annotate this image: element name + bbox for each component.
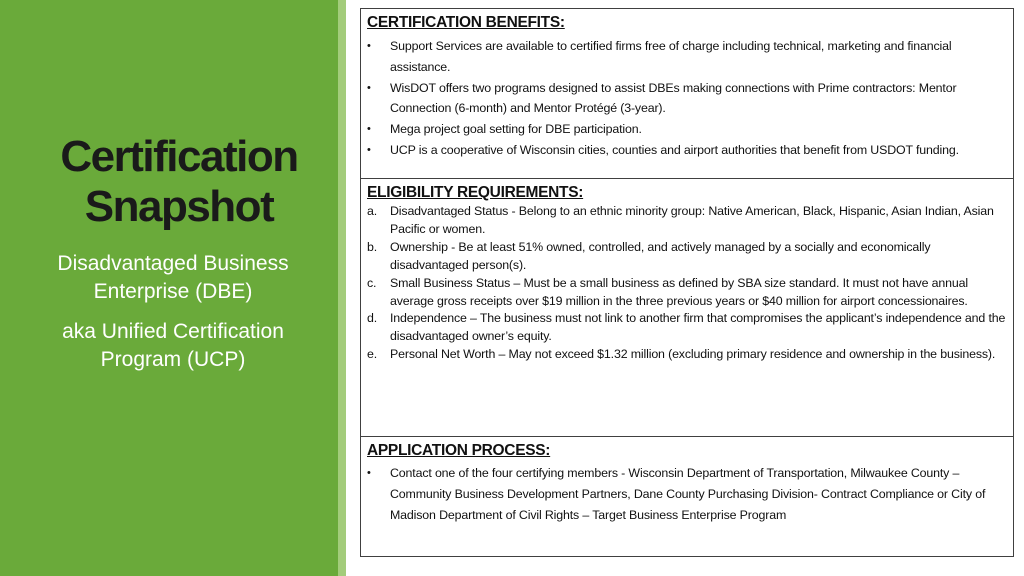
list-item-marker: b. [367, 239, 378, 254]
eligibility-requirements-section [361, 178, 1013, 436]
title-line-2: Snapshot [84, 182, 274, 231]
list-item [367, 140, 1007, 161]
subtitle-ucp-line-1: aka Unified Certification [62, 320, 284, 343]
list-item [367, 36, 1007, 78]
benefits-list [367, 36, 1007, 161]
bullet-icon: • [367, 40, 371, 52]
list-item [367, 239, 1007, 275]
list-item [367, 463, 1007, 525]
application-heading: APPLICATION PROCESS: [367, 442, 551, 459]
list-item-text: Mega project goal setting for DBE participation. [390, 122, 642, 137]
benefits-heading: CERTIFICATION BENEFITS: [367, 14, 565, 31]
bullet-icon: • [367, 123, 371, 136]
list-item-text: Disadvantaged Status - Belong to an ethnic minority group: Native American, Black, Hispanic, Asian Indian, Asian Pacific or women. [390, 204, 994, 236]
slide-title [20, 132, 338, 232]
eligibility-list [367, 203, 1007, 364]
list-item-marker: e. [367, 347, 378, 362]
bullet-icon: • [367, 467, 371, 479]
list-item [367, 203, 1007, 239]
list-item [367, 310, 1007, 346]
subtitle-dbe-line-2: Enterprise (DBE) [93, 280, 253, 303]
list-item-text: Support Services are available to certified firms free of charge including technical, marketing and financial assistance. [390, 39, 952, 74]
list-item [367, 346, 1007, 364]
application-process-section [361, 436, 1013, 556]
title-panel [0, 0, 338, 576]
list-item-text: Independence – The business must not link to another firm that compromises the applicant’s independence and the disadvantaged owner’s equity. [390, 311, 1006, 344]
title-line-1: Certification [60, 132, 298, 181]
bullet-icon: • [367, 143, 371, 156]
eligibility-heading: ELIGIBILITY REQUIREMENTS: [367, 184, 584, 201]
list-item [367, 78, 1007, 120]
subtitle-dbe [20, 250, 326, 306]
list-item-text: Small Business Status – Must be a small business as defined by SBA size standard. It must not have annual average gross receipts over $19 million in the three previous years or $40 million for airport concessionaires. [390, 275, 968, 308]
list-item-text: WisDOT offers two programs designed to assist DBEs making connections with Prime contractors: Mentor Connection (6-month) and Mentor Protégé (3-year). [390, 80, 957, 116]
list-item-marker: d. [367, 311, 378, 326]
list-item-marker: a. [367, 204, 378, 218]
list-item [367, 275, 1007, 311]
accent-strip [338, 0, 346, 576]
content-table [360, 8, 1014, 557]
subtitle-dbe-line-1: Disadvantaged Business [57, 252, 289, 275]
list-item-marker: c. [367, 275, 377, 290]
list-item-text: Personal Net Worth – May not exceed $1.32 million (excluding primary residence and ownership in the business). [390, 347, 996, 362]
bullet-icon: • [367, 81, 371, 94]
list-item-text: Contact one of the four certifying members - Wisconsin Department of Transportation, Milwaukee County – Community Business Development Partners, Dane County Purchasing Division- Contract Compliance or City of Madison Department of Civil Rights – Target Business Enterprise Program [390, 466, 986, 522]
subtitle-ucp-line-2: Program (UCP) [100, 348, 246, 371]
application-list [367, 463, 1007, 525]
list-item-text: Ownership - Be at least 51% owned, controlled, and actively managed by a socially and economically disadvantaged person(s). [390, 239, 931, 272]
certification-benefits-section [361, 9, 1013, 178]
subtitle-ucp [20, 318, 326, 374]
list-item [367, 119, 1007, 140]
list-item-text: UCP is a cooperative of Wisconsin cities, counties and airport authorities that benefit from USDOT funding. [390, 142, 959, 157]
